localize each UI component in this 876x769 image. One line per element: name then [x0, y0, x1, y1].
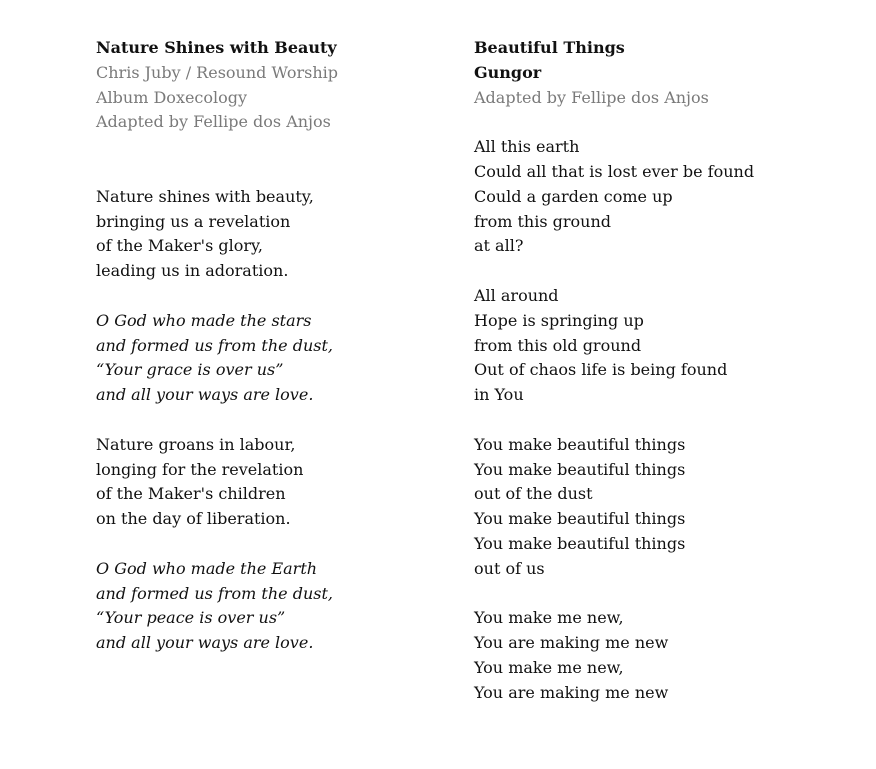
lyric-line: of the Maker's children: [96, 484, 286, 504]
song-adaptation: Adapted by Fellipe dos Anjos: [474, 87, 709, 107]
song-title: Beautiful Things: [474, 38, 625, 57]
song-credits: Chris Juby / Resound Worship: [96, 62, 338, 82]
lyric-line: O God who made the Earth: [96, 558, 318, 578]
lyric-line: “Your grace is over us”: [96, 360, 284, 380]
verse-1: [96, 185, 456, 284]
lyric-line: Could a garden come up: [474, 186, 673, 206]
chorus-1: [96, 309, 456, 408]
lyric-line: at all?: [474, 236, 524, 256]
song-column-right: [474, 36, 864, 706]
lyric-line: All this earth: [474, 137, 580, 157]
stanza-1: [474, 135, 864, 259]
lyric-line: You are making me new: [474, 682, 669, 702]
verse-2: [96, 433, 456, 532]
song-album: Album Doxecology: [96, 87, 248, 107]
chorus-2: [96, 557, 456, 656]
lyric-line: out of us: [474, 558, 545, 578]
lyric-line: You make beautiful things: [474, 459, 686, 479]
lyric-line: Nature groans in labour,: [96, 434, 296, 454]
stanza-2: [474, 284, 864, 408]
lyric-line: and formed us from the dust,: [96, 583, 333, 603]
lyric-line: Could all that is lost ever be found: [474, 161, 755, 181]
lyric-line: You make me new,: [474, 657, 624, 677]
lyric-line: bringing us a revelation: [96, 211, 291, 231]
lyric-line: in You: [474, 385, 524, 405]
lyric-line: O God who made the stars: [96, 310, 312, 330]
spacer: [96, 135, 456, 185]
lyric-line: from this old ground: [474, 335, 642, 355]
lyric-line: and all your ways are love.: [96, 385, 314, 405]
lyric-line: Out of chaos life is being found: [474, 360, 728, 380]
lyric-line: Nature shines with beauty,: [96, 186, 314, 206]
song-artist: Gungor: [474, 62, 542, 82]
song-title: Nature Shines with Beauty: [96, 38, 337, 57]
lyric-line: from this ground: [474, 211, 611, 231]
lyric-line: and all your ways are love.: [96, 633, 314, 653]
lyric-line: You make beautiful things: [474, 434, 686, 454]
spacer: [474, 408, 864, 433]
song-adaptation: Adapted by Fellipe dos Anjos: [96, 112, 331, 132]
lyric-line: You are making me new: [474, 633, 669, 653]
lyric-line: You make beautiful things: [474, 533, 686, 553]
lyric-line: Hope is springing up: [474, 310, 644, 330]
stanza-3: [474, 433, 864, 582]
lyric-line: You make beautiful things: [474, 509, 686, 529]
spacer: [96, 284, 456, 309]
lyric-line: All around: [474, 285, 559, 305]
spacer: [96, 408, 456, 433]
lyric-line: of the Maker's glory,: [96, 236, 263, 256]
spacer: [474, 110, 864, 135]
lyric-line: on the day of liberation.: [96, 509, 291, 529]
lyric-line: out of the dust: [474, 484, 593, 504]
lyric-line: longing for the revelation: [96, 459, 304, 479]
stanza-4: [474, 606, 864, 705]
lyric-line: You make me new,: [474, 608, 624, 628]
song-column-left: [96, 36, 456, 656]
lyric-line: leading us in adoration.: [96, 261, 289, 281]
spacer: [96, 532, 456, 557]
spacer: [474, 259, 864, 284]
spacer: [474, 582, 864, 607]
lyric-line: and formed us from the dust,: [96, 335, 333, 355]
lyric-line: “Your peace is over us”: [96, 608, 286, 628]
